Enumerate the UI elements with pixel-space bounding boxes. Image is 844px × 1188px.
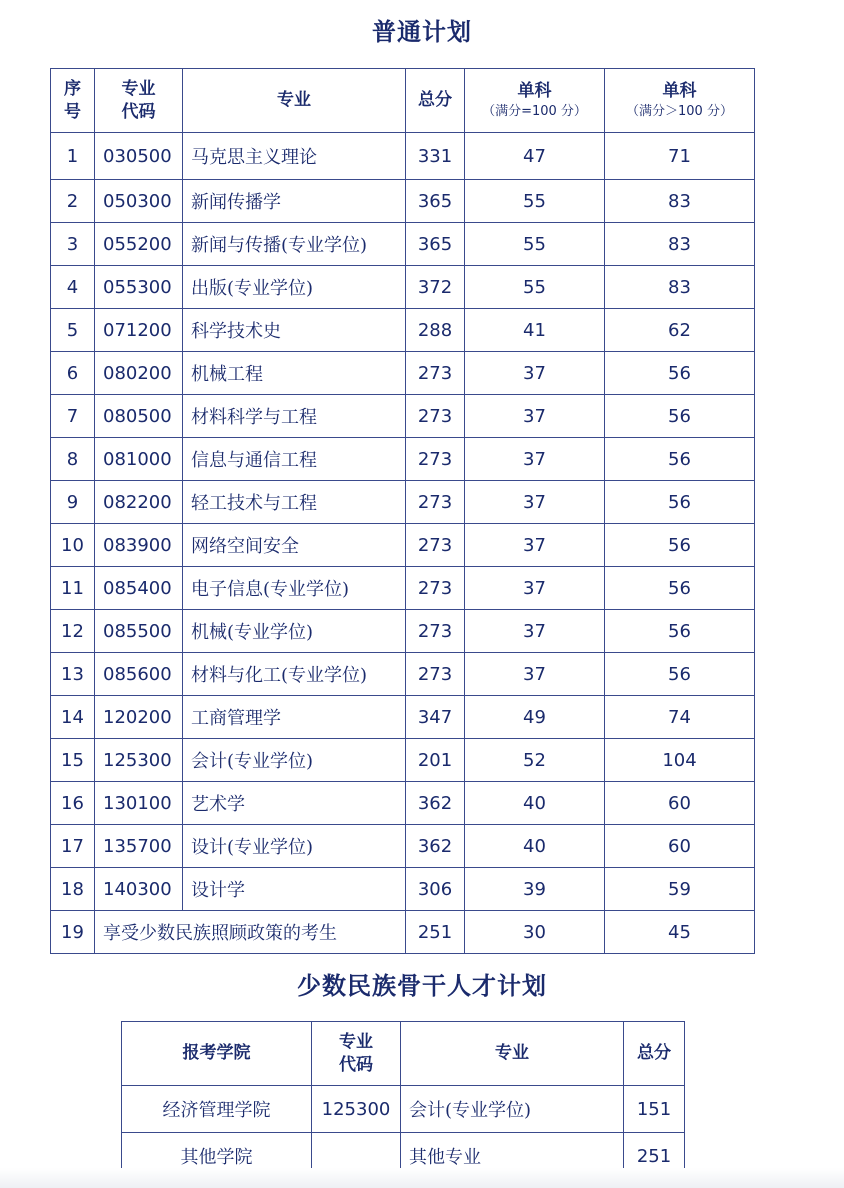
row-major: 设计学 <box>183 868 406 911</box>
header-code <box>312 1022 401 1086</box>
row-code: 135700 <box>95 825 183 868</box>
table-row <box>51 739 755 782</box>
row-major: 信息与通信工程 <box>183 438 406 481</box>
table-row <box>51 825 755 868</box>
table-row <box>51 524 755 567</box>
row-code: 050300 <box>95 180 183 223</box>
table-row <box>51 696 755 739</box>
row-single-over-100: 62 <box>605 309 755 352</box>
row-single-100: 40 <box>465 782 605 825</box>
table-row <box>51 395 755 438</box>
row-total: 273 <box>406 352 465 395</box>
row-total: 151 <box>624 1086 685 1133</box>
row-major: 机械工程 <box>183 352 406 395</box>
row-major: 享受少数民族照顾政策的考生 <box>95 911 406 954</box>
table-row <box>51 653 755 696</box>
row-total: 273 <box>406 653 465 696</box>
row-code: 083900 <box>95 524 183 567</box>
table-header-row <box>122 1022 685 1086</box>
row-total: 347 <box>406 696 465 739</box>
header-seq-label: 序号 <box>64 78 81 122</box>
table-row <box>51 180 755 223</box>
row-seq: 12 <box>51 610 95 653</box>
page-bottom-shadow <box>0 1168 844 1188</box>
table-row <box>51 868 755 911</box>
row-seq: 16 <box>51 782 95 825</box>
row-single-over-100: 59 <box>605 868 755 911</box>
row-major: 电子信息(专业学位) <box>183 567 406 610</box>
row-single-over-100: 56 <box>605 653 755 696</box>
table-row <box>51 911 755 954</box>
row-code: 030500 <box>95 133 183 180</box>
table-row <box>51 438 755 481</box>
row-total: 273 <box>406 438 465 481</box>
row-code: 080500 <box>95 395 183 438</box>
row-major: 其他专业 <box>401 1133 624 1180</box>
row-single-100: 55 <box>465 223 605 266</box>
header-seq <box>51 69 95 133</box>
row-code: 082200 <box>95 481 183 524</box>
row-single-over-100: 74 <box>605 696 755 739</box>
row-code: 071200 <box>95 309 183 352</box>
row-seq: 17 <box>51 825 95 868</box>
row-seq: 7 <box>51 395 95 438</box>
table-row <box>51 266 755 309</box>
row-major: 网络空间安全 <box>183 524 406 567</box>
row-code: 125300 <box>95 739 183 782</box>
row-single-100: 47 <box>465 133 605 180</box>
row-single-over-100: 83 <box>605 223 755 266</box>
row-major: 设计(专业学位) <box>183 825 406 868</box>
row-code: 085600 <box>95 653 183 696</box>
row-code: 130100 <box>95 782 183 825</box>
header-major: 专业 <box>401 1022 624 1086</box>
row-total: 201 <box>406 739 465 782</box>
header-code-label: 专业代码 <box>121 78 156 122</box>
row-major: 轻工技术与工程 <box>183 481 406 524</box>
row-major: 材料科学与工程 <box>183 395 406 438</box>
row-single-100: 37 <box>465 610 605 653</box>
row-total: 365 <box>406 180 465 223</box>
row-single-over-100: 56 <box>605 610 755 653</box>
row-major: 会计(专业学位) <box>401 1086 624 1133</box>
table-row <box>122 1086 685 1133</box>
table-header-row <box>51 69 755 133</box>
row-single-over-100: 71 <box>605 133 755 180</box>
row-total: 362 <box>406 825 465 868</box>
plan1-title: 普通计划 <box>372 18 472 46</box>
row-major: 机械(专业学位) <box>183 610 406 653</box>
row-seq: 1 <box>51 133 95 180</box>
row-seq: 11 <box>51 567 95 610</box>
row-college: 其他学院 <box>122 1133 312 1180</box>
row-seq: 18 <box>51 868 95 911</box>
row-single-over-100: 56 <box>605 481 755 524</box>
row-total: 273 <box>406 524 465 567</box>
row-single-100: 40 <box>465 825 605 868</box>
row-single-100: 37 <box>465 438 605 481</box>
row-major: 出版(专业学位) <box>183 266 406 309</box>
row-major: 新闻与传播(专业学位) <box>183 223 406 266</box>
row-seq: 15 <box>51 739 95 782</box>
row-single-100: 37 <box>465 567 605 610</box>
row-single-100: 30 <box>465 911 605 954</box>
row-single-over-100: 60 <box>605 782 755 825</box>
row-total: 251 <box>406 911 465 954</box>
minority-plan-table <box>121 1021 685 1180</box>
row-seq: 5 <box>51 309 95 352</box>
row-code: 120200 <box>95 696 183 739</box>
row-single-100: 37 <box>465 395 605 438</box>
row-college: 经济管理学院 <box>122 1086 312 1133</box>
row-major: 科学技术史 <box>183 309 406 352</box>
row-code: 125300 <box>312 1086 401 1133</box>
table-row <box>51 309 755 352</box>
row-seq: 3 <box>51 223 95 266</box>
row-seq: 6 <box>51 352 95 395</box>
row-single-100: 37 <box>465 524 605 567</box>
row-major: 会计(专业学位) <box>183 739 406 782</box>
row-total: 306 <box>406 868 465 911</box>
row-single-over-100: 83 <box>605 266 755 309</box>
row-seq: 4 <box>51 266 95 309</box>
plan2-title: 少数民族骨干人才计划 <box>297 972 547 1000</box>
row-single-over-100: 56 <box>605 352 755 395</box>
row-single-100: 37 <box>465 352 605 395</box>
row-major: 材料与化工(专业学位) <box>183 653 406 696</box>
row-total: 273 <box>406 567 465 610</box>
row-single-over-100: 56 <box>605 567 755 610</box>
header-total: 总分 <box>406 69 465 133</box>
row-seq: 8 <box>51 438 95 481</box>
row-single-over-100: 56 <box>605 524 755 567</box>
row-single-100: 41 <box>465 309 605 352</box>
row-code: 080200 <box>95 352 183 395</box>
table-row <box>51 352 755 395</box>
row-single-100: 37 <box>465 481 605 524</box>
table-row <box>51 782 755 825</box>
row-single-100: 49 <box>465 696 605 739</box>
row-total: 365 <box>406 223 465 266</box>
table-row <box>51 610 755 653</box>
row-seq: 14 <box>51 696 95 739</box>
header-code-label: 专业代码 <box>339 1031 373 1075</box>
row-total: 273 <box>406 481 465 524</box>
row-single-100: 37 <box>465 653 605 696</box>
row-total: 372 <box>406 266 465 309</box>
row-code: 081000 <box>95 438 183 481</box>
header-single-over-100 <box>605 69 755 133</box>
row-single-over-100: 56 <box>605 395 755 438</box>
row-major: 工商管理学 <box>183 696 406 739</box>
header-total: 总分 <box>624 1022 685 1086</box>
row-single-100: 55 <box>465 180 605 223</box>
row-code: 085400 <box>95 567 183 610</box>
header-single-100 <box>465 69 605 133</box>
header-code <box>95 69 183 133</box>
row-total: 273 <box>406 395 465 438</box>
table-row <box>51 481 755 524</box>
row-code: 085500 <box>95 610 183 653</box>
row-single-over-100: 60 <box>605 825 755 868</box>
row-major: 马克思主义理论 <box>183 133 406 180</box>
header-college: 报考学院 <box>122 1022 312 1086</box>
header-single-100-sub: （满分=100 分） <box>482 104 587 119</box>
row-code: 055300 <box>95 266 183 309</box>
header-single-over-100-sub: （满分＞100 分） <box>626 104 733 119</box>
row-total: 251 <box>624 1133 685 1180</box>
row-total: 362 <box>406 782 465 825</box>
header-major: 专业 <box>183 69 406 133</box>
row-total: 331 <box>406 133 465 180</box>
row-total: 273 <box>406 610 465 653</box>
row-single-100: 52 <box>465 739 605 782</box>
table-row <box>51 567 755 610</box>
row-seq: 2 <box>51 180 95 223</box>
row-single-over-100: 45 <box>605 911 755 954</box>
header-single-100-label: 单科 <box>517 81 552 101</box>
row-single-over-100: 56 <box>605 438 755 481</box>
row-major: 新闻传播学 <box>183 180 406 223</box>
row-single-over-100: 104 <box>605 739 755 782</box>
table-row <box>51 133 755 180</box>
row-major: 艺术学 <box>183 782 406 825</box>
row-single-over-100: 83 <box>605 180 755 223</box>
row-total: 288 <box>406 309 465 352</box>
row-single-100: 55 <box>465 266 605 309</box>
row-seq: 19 <box>51 911 95 954</box>
row-code: 055200 <box>95 223 183 266</box>
row-seq: 9 <box>51 481 95 524</box>
row-single-100: 39 <box>465 868 605 911</box>
header-single-over-100-label: 单科 <box>662 81 697 101</box>
table-row <box>51 223 755 266</box>
regular-plan-table <box>50 68 755 954</box>
row-seq: 10 <box>51 524 95 567</box>
row-code: 140300 <box>95 868 183 911</box>
row-seq: 13 <box>51 653 95 696</box>
